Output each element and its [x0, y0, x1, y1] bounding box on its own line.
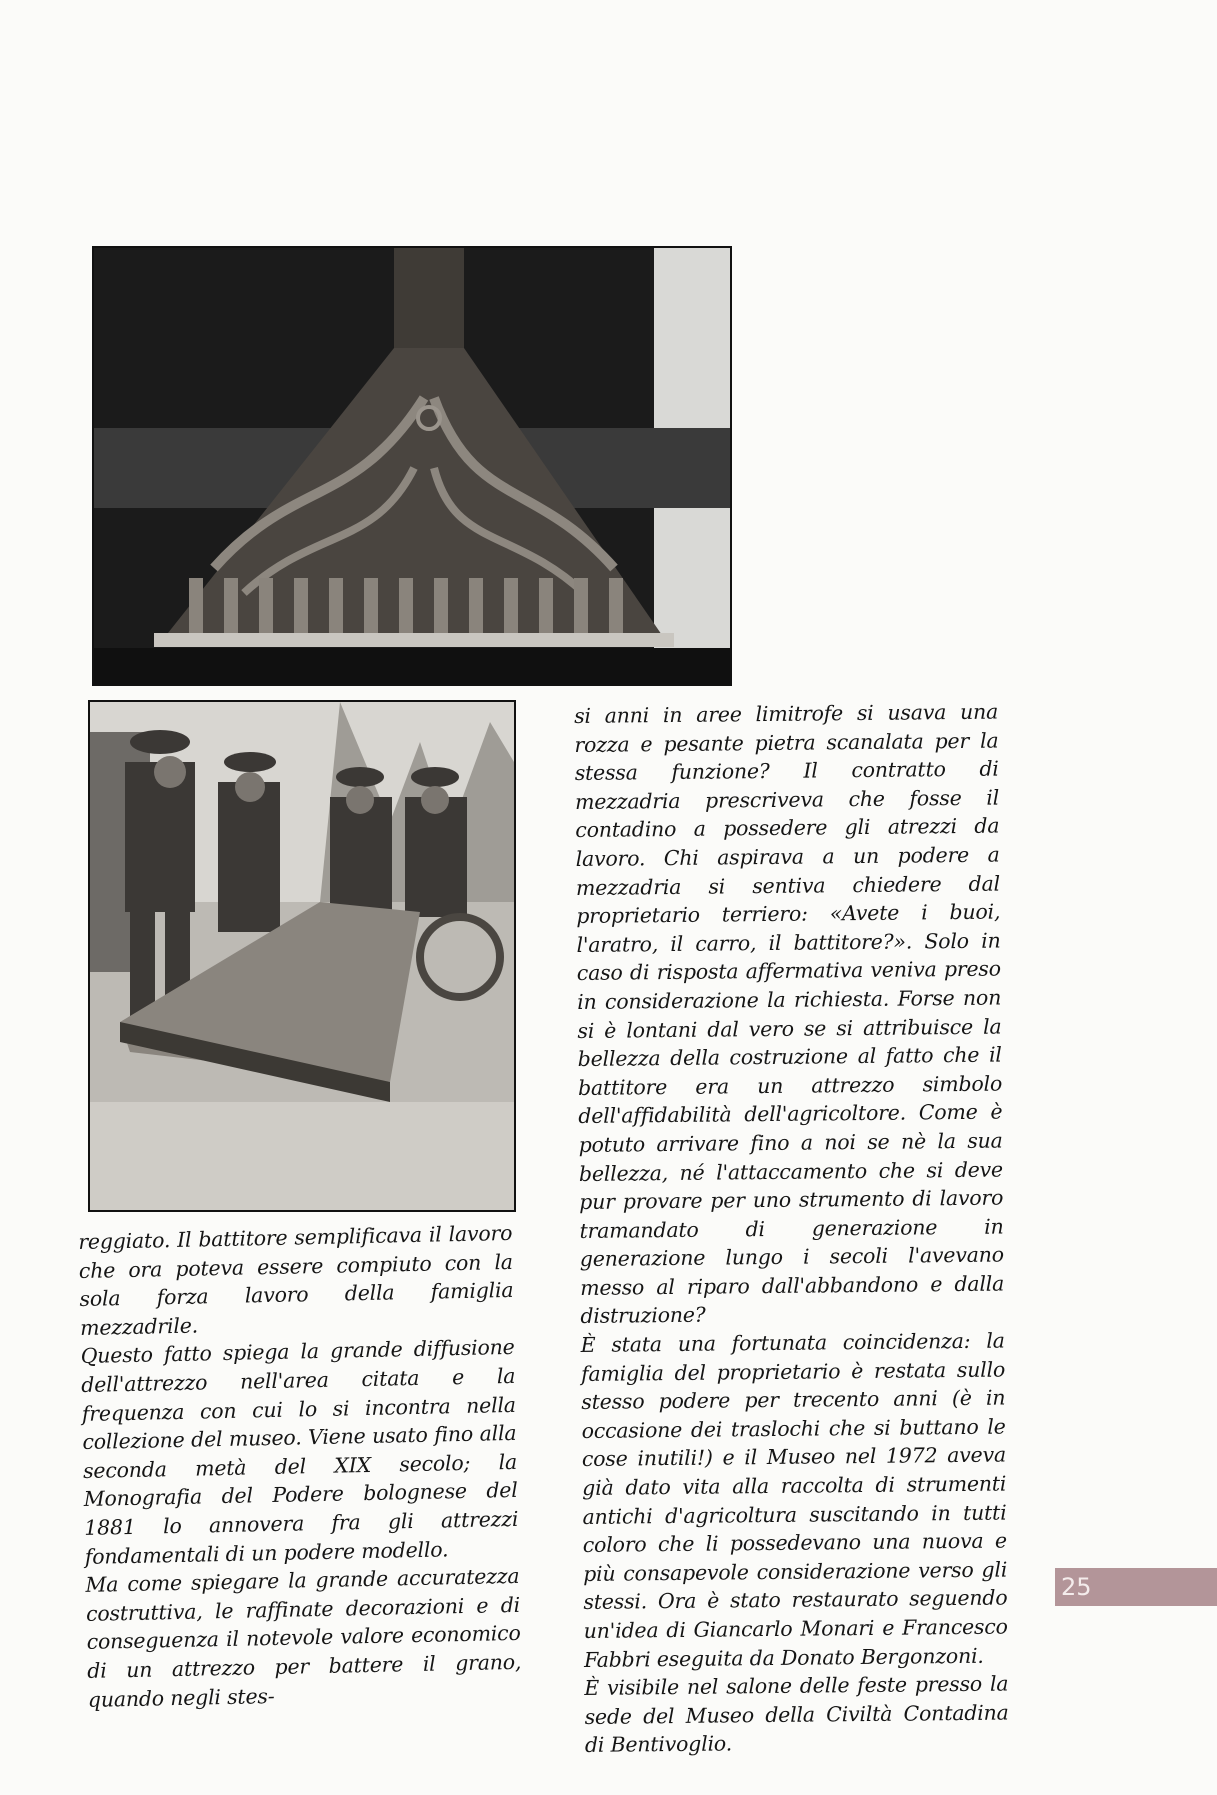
- text-column-left: [78, 1219, 522, 1714]
- photo-uomini-battitore: [88, 700, 516, 1212]
- paragraph: È visibile nel salone delle feste presso la sede del Museo della Civiltà Contadina di Bentivoglio.: [584, 1671, 1009, 1758]
- paragraph: reggiato. Il battitore semplificava il lavoro che ora poteva essere compiuto con la sola forza lavoro della famiglia mezzadrile.: [78, 1220, 514, 1340]
- text-column-right: [574, 698, 1009, 1760]
- photo-battitore-decorato: [92, 246, 732, 686]
- paragraph: Questo fatto spiega la grande diffusione dell'attrezzo nell'area citata e la frequenza con cui lo si incontra nella collezione del museo. Viene usato fino alla seconda metà del XIX secolo; la Monografia del Podere bolognese del 1881 lo annovera fra gli attrezzi fondamentali di un podere modello.: [80, 1335, 519, 1569]
- paragraph: Ma come spiegare la grande accuratezza costruttiva, le raffinate decorazioni e di conseguenza il notevole valore economico di un attrezzo per battere il grano, quando negli stes-: [85, 1563, 522, 1712]
- page-number: 25: [1055, 1568, 1217, 1606]
- paragraph: si anni in aree limitrofe si usava una rozza e pesante pietra scanalata per la stessa funzione? Il contratto di mezzadria prescriveva che fosse il contadino a possedere gli atrezzi da lavoro. Chi aspirava a un podere a mezzadria si sentiva chiedere dal proprietario terriero: «Avete i buoi, l'aratro, il carro, il battitore?». Solo in caso di risposta affermativa veniva preso in considerazione la richiesta. Forse non si è lontani dal vero se si attribuisce la bellezza della costruzione al fatto che il battitore era un attrezzo simbolo dell'affidabilità dell'agricoltore. Come è potuto arrivare fino a noi se nè la sua bellezza, né l'attaccamento che si deve pur provare per uno strumento di lavoro tramandato di generazione in generazione lungo i secoli l'avevano messo al riparo dall'abbandono e dalla distruzione?: [574, 699, 1005, 1329]
- paragraph: È stata una fortunata coincidenza: la famiglia del proprietario è restata sullo stesso podere per trecento anni (è in occasione dei traslochi che si buttano le cose inutili!) e il Museo nel 1972 aveva già dato vita alla raccolta di strumenti antichi d'agricoltura suscitando in tutti coloro che li possedevano una nuova e più consapevole considerazione verso gli stessi. Ora è stato restaurato seguendo un'idea di Giancarlo Monari e Francesco Fabbri eseguita da Donato Bergonzoni.: [580, 1328, 1008, 1672]
